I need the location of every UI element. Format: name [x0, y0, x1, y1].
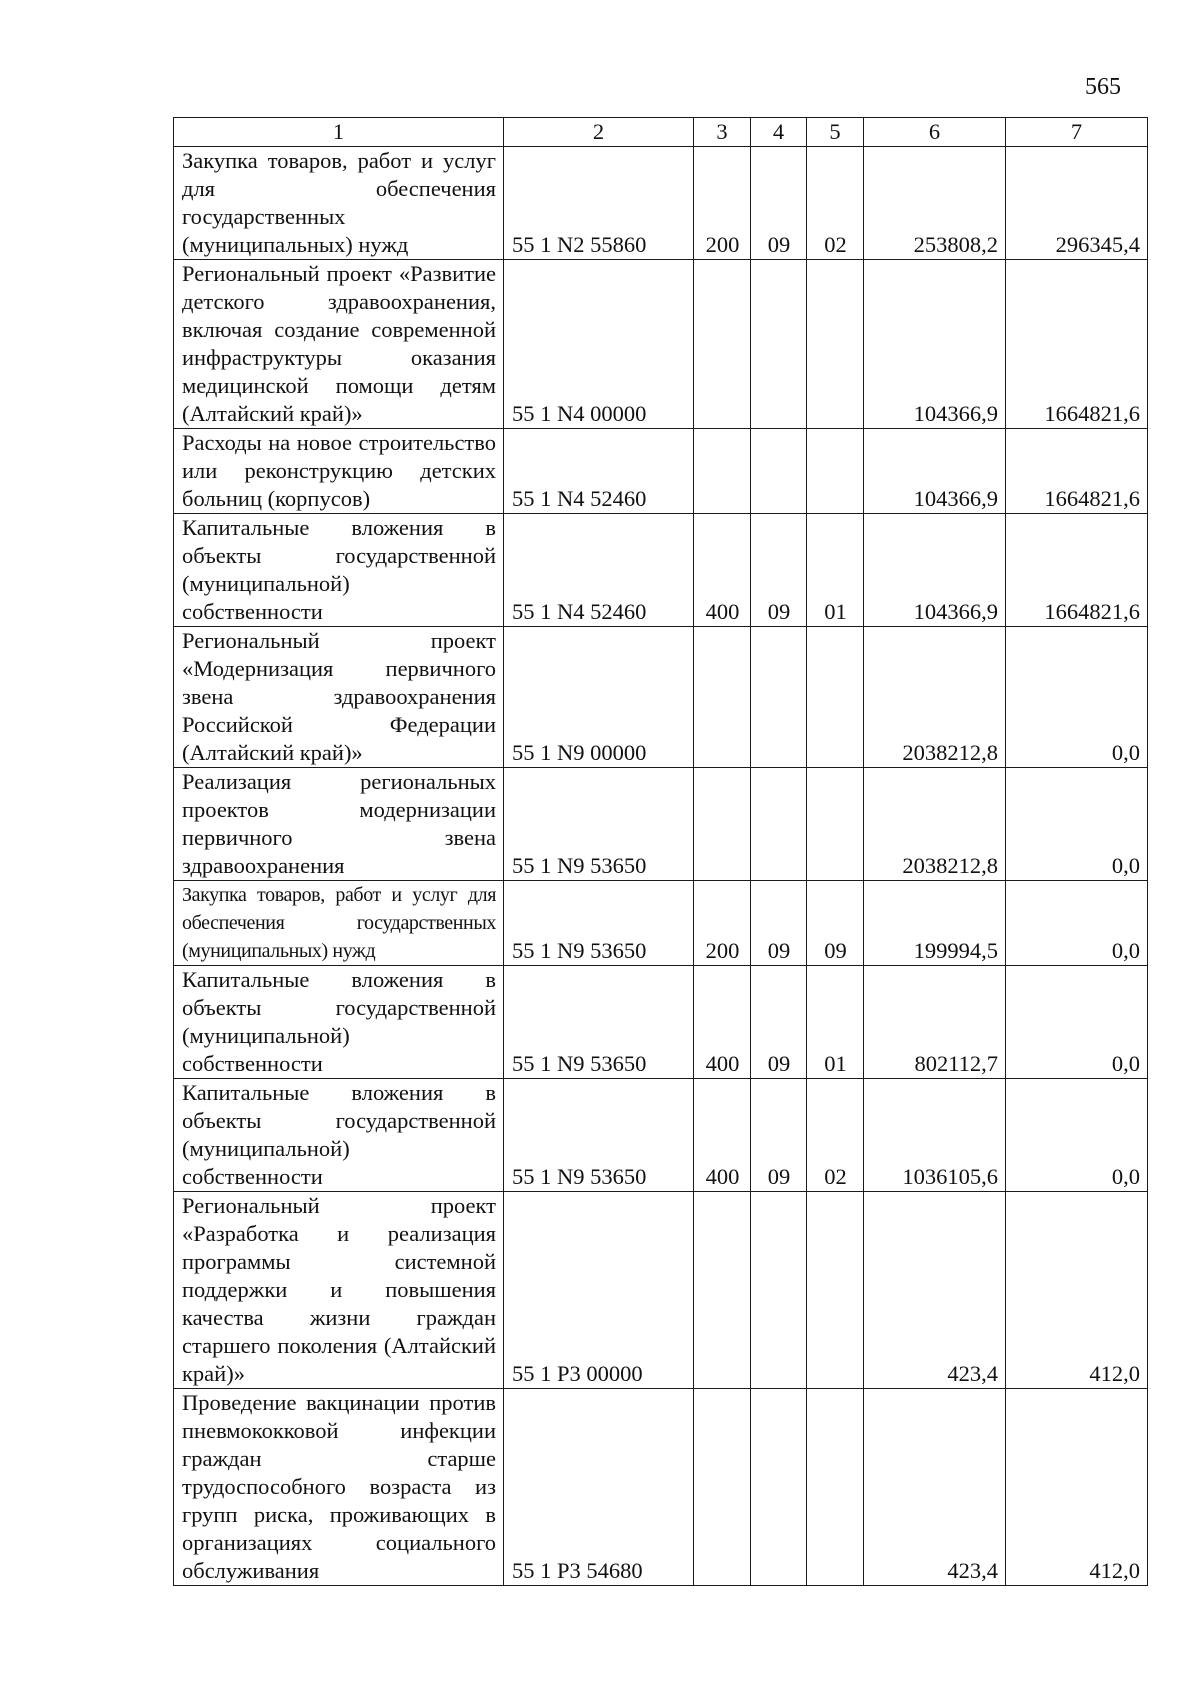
item-name: Проведение вакцинации против пневмококковой инфекции граждан старше трудоспособного возраста из групп риска, проживающих в организациях социального обслуживания — [174, 1389, 504, 1586]
item-name: Региональный проект «Развитие детского здравоохранения, включая создание современной инфраструктуры оказания медицинской помощи детям (Алтайский край)» — [174, 260, 504, 429]
table-row — [174, 1192, 1148, 1389]
amount-col6: 2038212,8 — [864, 768, 1006, 881]
table-row — [174, 1389, 1148, 1586]
subsection — [807, 627, 864, 768]
expense-type — [694, 1192, 751, 1389]
column-header: 1 — [174, 118, 504, 147]
budget-code: 55 1 N4 00000 — [504, 260, 694, 429]
amount-col6: 104366,9 — [864, 429, 1006, 514]
amount-col7: 0,0 — [1006, 627, 1148, 768]
subsection — [807, 260, 864, 429]
budget-table — [173, 117, 1148, 1586]
column-header: 2 — [504, 118, 694, 147]
table-row — [174, 514, 1148, 627]
subsection: 02 — [807, 147, 864, 260]
column-header: 6 — [864, 118, 1006, 147]
amount-col7: 296345,4 — [1006, 147, 1148, 260]
item-name: Региональный проект «Модернизация первичного звена здравоохранения Российской Федерации (Алтайский край)» — [174, 627, 504, 768]
item-name: Региональный проект «Разработка и реализация программы системной поддержки и повышения качества жизни граждан старшего поколения (Алтайский край)» — [174, 1192, 504, 1389]
column-header: 4 — [751, 118, 807, 147]
section — [751, 627, 807, 768]
item-name: Расходы на новое строительство или реконструкцию детских больниц (корпусов) — [174, 429, 504, 514]
section — [751, 1389, 807, 1586]
amount-col6: 423,4 — [864, 1389, 1006, 1586]
section — [751, 429, 807, 514]
page-number: 565 — [1085, 74, 1121, 100]
table-row — [174, 966, 1148, 1079]
expense-type — [694, 1389, 751, 1586]
budget-code: 55 1 N9 53650 — [504, 966, 694, 1079]
section: 09 — [751, 881, 807, 966]
expense-type: 400 — [694, 514, 751, 627]
budget-code: 55 1 N9 00000 — [504, 627, 694, 768]
budget-code: 55 1 N9 53650 — [504, 1079, 694, 1192]
amount-col6: 1036105,6 — [864, 1079, 1006, 1192]
amount-col6: 253808,2 — [864, 147, 1006, 260]
item-name: Закупка товаров, работ и услуг для обеспечения государственных (муниципальных) нужд — [174, 881, 504, 966]
budget-code: 55 1 N9 53650 — [504, 881, 694, 966]
expense-type — [694, 627, 751, 768]
section: 09 — [751, 966, 807, 1079]
amount-col7: 0,0 — [1006, 966, 1148, 1079]
expense-type: 400 — [694, 966, 751, 1079]
subsection: 01 — [807, 514, 864, 627]
subsection — [807, 429, 864, 514]
budget-code: 55 1 N9 53650 — [504, 768, 694, 881]
amount-col7: 1664821,6 — [1006, 514, 1148, 627]
amount-col7: 412,0 — [1006, 1192, 1148, 1389]
expense-type: 400 — [694, 1079, 751, 1192]
section: 09 — [751, 1079, 807, 1192]
section: 09 — [751, 514, 807, 627]
table-row — [174, 881, 1148, 966]
subsection: 09 — [807, 881, 864, 966]
column-header: 7 — [1006, 118, 1148, 147]
section — [751, 1192, 807, 1389]
budget-code: 55 1 P3 54680 — [504, 1389, 694, 1586]
subsection — [807, 1389, 864, 1586]
item-name: Реализация региональных проектов модернизации первичного звена здравоохранения — [174, 768, 504, 881]
budget-code: 55 1 N4 52460 — [504, 429, 694, 514]
column-header: 5 — [807, 118, 864, 147]
subsection — [807, 1192, 864, 1389]
amount-col7: 0,0 — [1006, 881, 1148, 966]
table-row — [174, 627, 1148, 768]
subsection: 02 — [807, 1079, 864, 1192]
budget-code: 55 1 N2 55860 — [504, 147, 694, 260]
expense-type — [694, 429, 751, 514]
item-name: Капитальные вложения в объекты государственной (муниципальной) собственности — [174, 1079, 504, 1192]
expense-type — [694, 260, 751, 429]
table-row — [174, 429, 1148, 514]
amount-col6: 104366,9 — [864, 260, 1006, 429]
amount-col6: 423,4 — [864, 1192, 1006, 1389]
amount-col7: 1664821,6 — [1006, 429, 1148, 514]
expense-type — [694, 768, 751, 881]
amount-col6: 802112,7 — [864, 966, 1006, 1079]
amount-col6: 2038212,8 — [864, 627, 1006, 768]
amount-col6: 104366,9 — [864, 514, 1006, 627]
section: 09 — [751, 147, 807, 260]
section — [751, 260, 807, 429]
column-header: 3 — [694, 118, 751, 147]
subsection: 01 — [807, 966, 864, 1079]
table-row — [174, 768, 1148, 881]
budget-code: 55 1 P3 00000 — [504, 1192, 694, 1389]
table-row — [174, 147, 1148, 260]
header-row — [174, 118, 1148, 147]
amount-col7: 0,0 — [1006, 1079, 1148, 1192]
amount-col7: 0,0 — [1006, 768, 1148, 881]
amount-col7: 412,0 — [1006, 1389, 1148, 1586]
item-name: Закупка товаров, работ и услуг для обеспечения государственных (муниципальных) нужд — [174, 147, 504, 260]
amount-col6: 199994,5 — [864, 881, 1006, 966]
expense-type: 200 — [694, 147, 751, 260]
section — [751, 768, 807, 881]
item-name: Капитальные вложения в объекты государственной (муниципальной) собственности — [174, 966, 504, 1079]
table-row — [174, 1079, 1148, 1192]
expense-type: 200 — [694, 881, 751, 966]
table-row — [174, 260, 1148, 429]
item-name: Капитальные вложения в объекты государственной (муниципальной) собственности — [174, 514, 504, 627]
amount-col7: 1664821,6 — [1006, 260, 1148, 429]
budget-code: 55 1 N4 52460 — [504, 514, 694, 627]
subsection — [807, 768, 864, 881]
